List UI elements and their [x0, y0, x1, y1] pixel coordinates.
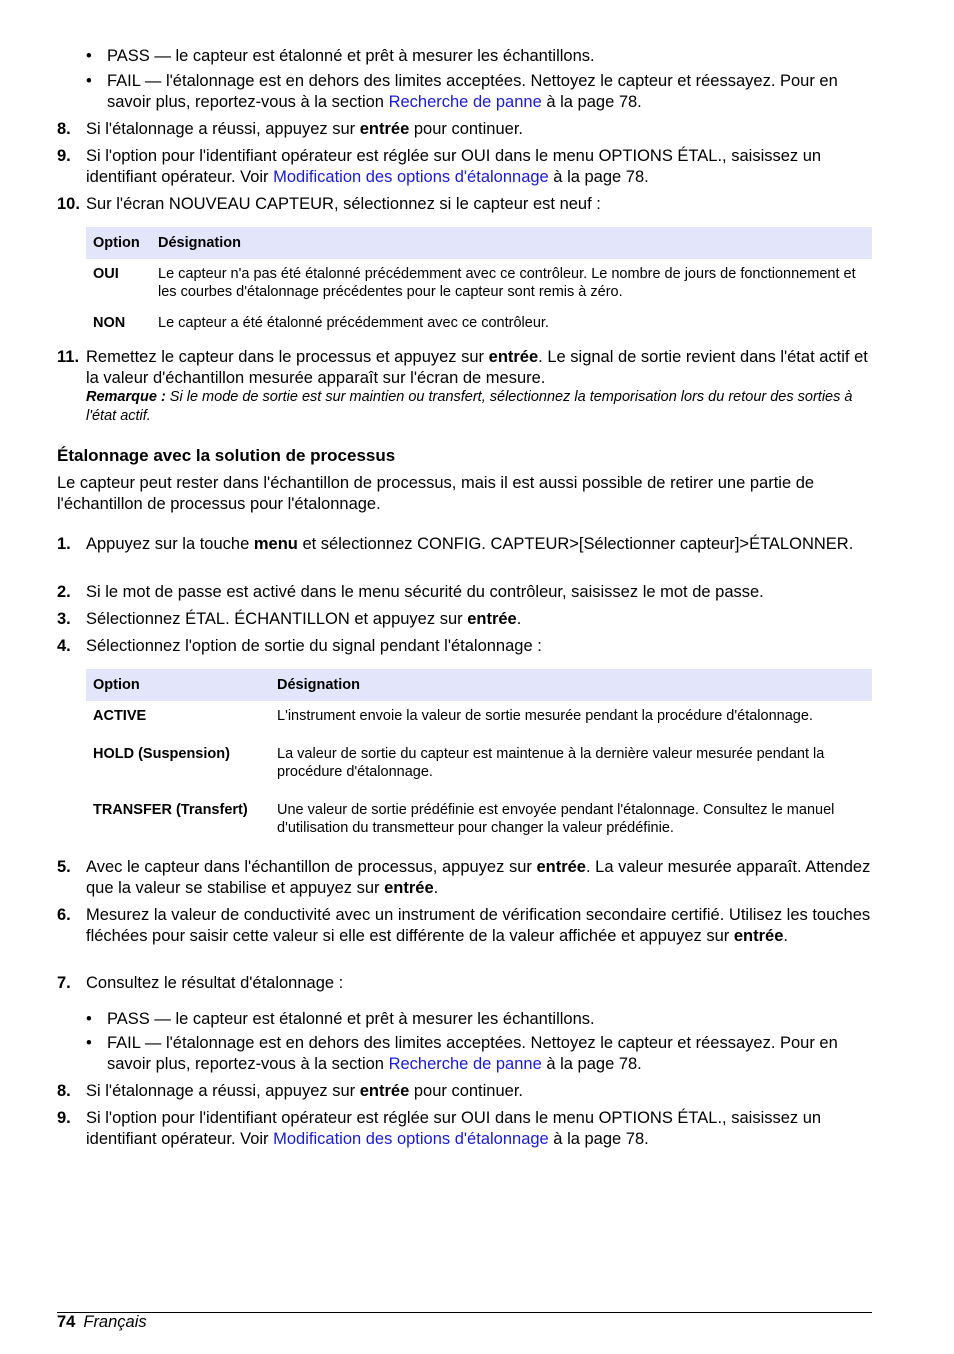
- step-number: 6.: [57, 906, 71, 924]
- step-number: 2.: [57, 583, 71, 601]
- link-calibration-options[interactable]: Modification des options d'étalonnage: [273, 1129, 549, 1148]
- step-number: 3.: [57, 610, 71, 628]
- section-heading: Étalonnage avec la solution de processus: [57, 446, 396, 465]
- table-row: OUI Le capteur n'a pas été étalonné précédemment avec ce contrôleur. Le nombre de jours de fonctionnement et les courbes d'étalonnage précédentes pour le capteur sont remis à zéro.: [93, 266, 856, 300]
- step-number: 5.: [57, 858, 71, 876]
- column-header-option: Option: [86, 227, 151, 259]
- step-number: 8.: [57, 1082, 71, 1100]
- link-troubleshooting[interactable]: Recherche de panne: [388, 92, 542, 111]
- step-number: 9.: [57, 147, 71, 165]
- step-number: 7.: [57, 974, 71, 992]
- bullet-icon: •: [86, 1034, 92, 1052]
- step-number: 1.: [57, 535, 71, 553]
- new-sensor-options-table: [86, 227, 872, 338]
- document-page: • PASS — le capteur est étalonné et prêt à mesurer les échantillons. • FAIL — l'étalonnage est en dehors des limites acceptées. Nettoyez le capteur et réessayez. Pour en savoir plus, reportez-vous à la section Recherche de panne à la page 78. 8. Si l'étalonnage a réussi, appuyez sur entrée pour continuer. 9. Si l'option pour l'identifiant opérateur est réglée sur OUI dans le menu OPTIONS ÉTAL., saisissez un identifiant opérateur. Voir Modification des options d'étalonnage à la page 78. 10. Sur l'écran NOUVEAU CAPTEUR, sélectionnez si le capteur est neuf : Option Désignation OUI Le capteur n'a pas été étalonné précédemment avec ce contrôleur. Le nombre de jours de fonctionnement et les courbes d'étalonnage précédentes pour le capteur sont remis à zéro. NON Le capteur a été étalonné précédemment avec ce contrôleur. 11. Remettez le capteur dans le processus et appuyez sur entrée. Le signal de sortie revient dans l'état actif et la valeur d'échantillon mesurée apparaît sur l'écran de mesure. Remarque : Si le mode de sortie est sur maintien ou transfert, sélectionnez la temporisation lors du retour des sorties à l'état actif. Étalonnage avec la solution de processus Le capteur peut rester dans l'échantillon de processus, mais il est aussi possible de retirer une partie de l'échantillon de processus pour l'étalonnage. 1. Appuyez sur la touche menu et sélectionnez CONFIG. CAPTEUR>[Sélectionner capteur]>ÉTALONNER. 2. Si le mot de passe est activé dans le menu sécurité du contrôleur, saisissez le mot de passe. 3. Sélectionnez ÉTAL. ÉCHANTILLON et appuyez sur entrée. 4. Sélectionnez l'option de sortie du signal pendant l'étalonnage : Option Désignation ACTIVE L'instrument envoie la valeur de sortie mesurée pendant la procédure d'étalonnage. HOLD (Suspension) La valeur de sortie du capteur est maintenue à la dernière valeur mesurée pendant la procédure d'étalonnage. TRANSFER (Transfert) Une valeur de sortie prédéfinie est envoyée pendant l'étalonnage. Consultez le manuel d'utilisation du transmetteur pour changer la valeur prédéfinie. 5. Avec le capteur dans l'échantillon de processus, appuyez sur entrée. La valeur mesurée apparaît. Attendez que la valeur se stabilise et appuyez sur entrée. 6. Mesurez la valeur de conductivité avec un instrument de vérification secondaire certifié. Utilisez les touches fléchées pour saisir cette valeur si elle est différente de la valeur affichée et appuyez sur entrée. 7. Consultez le résultat d'étalonnage : • PASS — le capteur est étalonné et prêt à mesurer les échantillons. • FAIL — l'étalonnage est en dehors des limites acceptées. Nettoyez le capteur et réessayez. Pour en savoir plus, reportez-vous à la section Recherche de panne à la page 78. 8. Si l'étalonnage a réussi, appuyez sur entrée pour continuer. 9. Si l'option pour l'identifiant opérateur est réglée sur OUI dans le menu OPTIONS ÉTAL., saisissez un identifiant opérateur. Voir Modification des options d'étalonnage à la page 78. 74 Français: [0, 0, 954, 1354]
- step-number: 9.: [57, 1109, 71, 1127]
- footer-language: Français: [83, 1313, 147, 1331]
- column-header-option: Option: [86, 669, 270, 701]
- section-intro: Le capteur peut rester dans l'échantillon de processus, mais il est aussi possible de retirer une partie de l'échantillon de processus pour l'étalonnage.: [57, 474, 815, 513]
- table-row: ACTIVE L'instrument envoie la valeur de sortie mesurée pendant la procédure d'étalonnage.: [93, 708, 813, 724]
- table-header-row: [86, 669, 872, 701]
- column-header-designation: Désignation: [151, 227, 872, 259]
- footer-divider: [57, 1312, 872, 1313]
- step-number: 8.: [57, 120, 71, 138]
- bullet-icon: •: [86, 72, 92, 90]
- signal-output-options-table: [86, 669, 872, 843]
- bullet-icon: •: [86, 47, 92, 65]
- note-label: Remarque :: [86, 389, 166, 405]
- table-row: HOLD (Suspension) La valeur de sortie du capteur est maintenue à la dernière valeur mesurée pendant la procédure d'étalonnage.: [93, 746, 825, 780]
- note: Remarque : Si le mode de sortie est sur maintien ou transfert, sélectionnez la temporisation lors du retour des sorties à l'état actif.: [86, 389, 853, 424]
- link-calibration-options[interactable]: Modification des options d'étalonnage: [273, 167, 549, 186]
- page-footer: [57, 1312, 147, 1332]
- table-row: TRANSFER (Transfert) Une valeur de sortie prédéfinie est envoyée pendant l'étalonnage. Consultez le manuel d'utilisation du transmetteur pour changer la valeur prédéfinie.: [93, 802, 835, 836]
- table-row: NON Le capteur a été étalonné précédemment avec ce contrôleur.: [93, 315, 549, 331]
- bullet-text: PASS — le capteur est étalonné et prêt à mesurer les échantillons.: [107, 47, 595, 65]
- page-number: 74: [57, 1313, 76, 1331]
- table-header-row: [86, 227, 872, 259]
- column-header-designation: Désignation: [270, 669, 872, 701]
- step-number: 10.: [57, 195, 80, 213]
- step-number: 4.: [57, 637, 71, 655]
- step-number: 11.: [57, 348, 80, 366]
- bullet-icon: •: [86, 1010, 92, 1028]
- link-troubleshooting[interactable]: Recherche de panne: [388, 1054, 542, 1073]
